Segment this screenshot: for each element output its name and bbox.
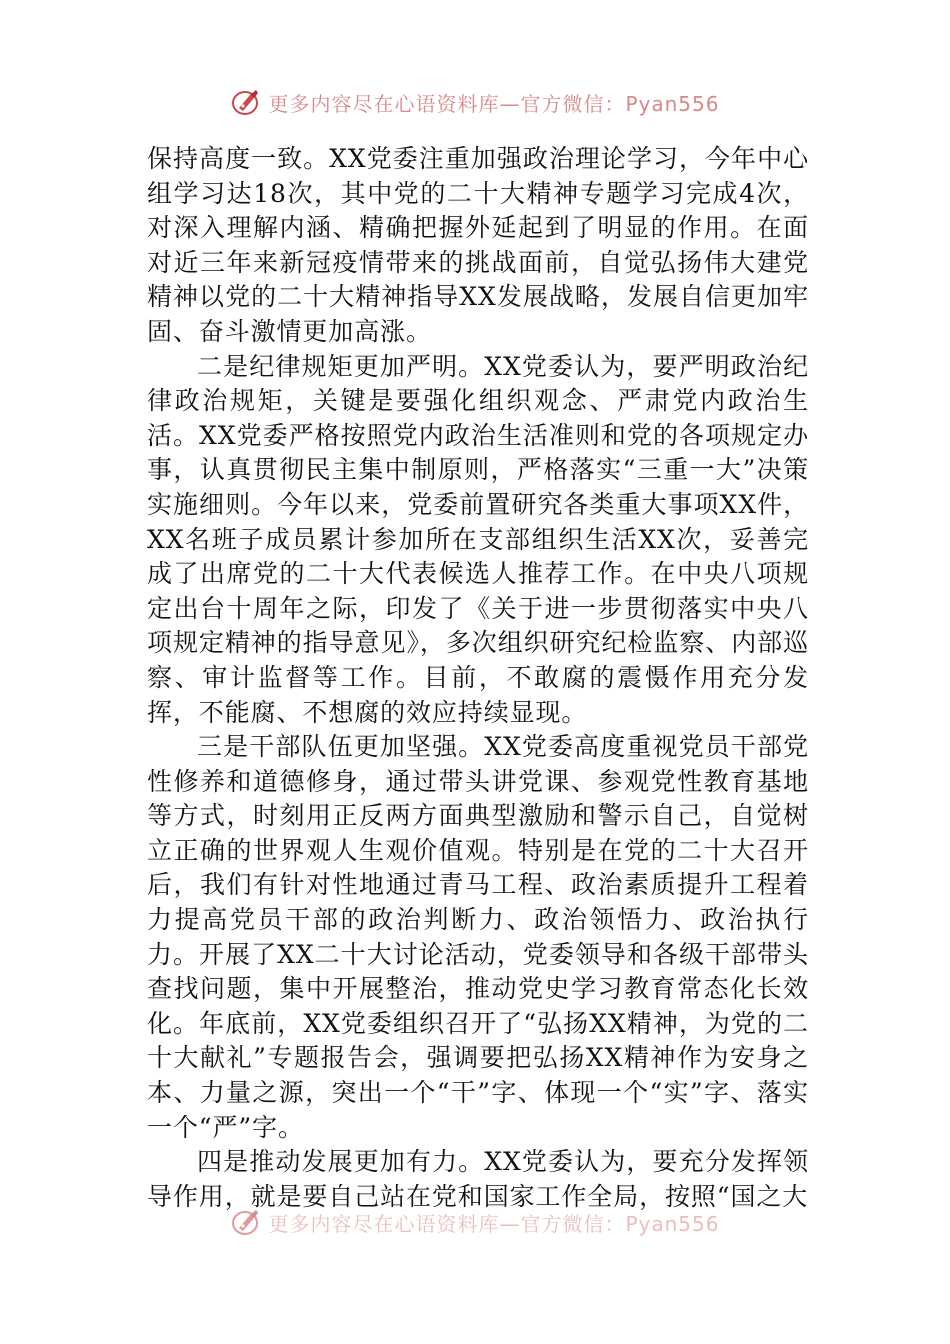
document-body xyxy=(147,142,809,1214)
paragraph-discipline: 二是纪律规矩更加严明。XX党委认为，要严明政治纪律政治规矩，关键是要强化组织观念、严肃党内政治生活。XX党委严格按照党内政治生活准则和党的各项规定办事，认真贯彻民主集中制原则，严格落实“三重一大”决策实施细则。今年以来，党委前置研究各类重大事项XX件，XX名班子成员累计参加所在支部组织生活XX次，妥善完成了出席党的二十大代表候选人推荐工作。在中央八项规定出台十周年之际，印发了《关于进一步贯彻落实中央八项规定精神的指导意见》，多次组织研究纪检监察、内部巡察、审计监督等工作。目前，不敢腐的震慑作用充分发挥，不能腐、不想腐的效应持续显现。 xyxy=(147,351,809,727)
paragraph-continuation: 保持高度一致。XX党委注重加强政治理论学习，今年中心组学习达18次，其中党的二十大精神专题学习完成4次，对深入理解内涵、精确把握外延起到了明显的作用。在面对近三年来新冠疫情带来的挑战面前，自觉弘扬伟大建党精神以党的二十大精神指导XX发展战略，发展自信更加牢固、奋斗激情更加高涨。 xyxy=(147,144,809,346)
pen-nib-logo-icon xyxy=(230,86,262,118)
footer-watermark xyxy=(0,1202,950,1242)
pen-nib-logo-icon xyxy=(230,1206,262,1238)
watermark-text: 更多内容尽在心语资料库—官方微信：Pyan556 xyxy=(268,1211,720,1236)
paragraph-cadres: 三是干部队伍更加坚强。XX党委高度重视党员干部党性修养和道德修身，通过带头讲党课、参观党性教育基地等方式，时刻用正反两方面典型激励和警示自己，自觉树立正确的世界观人生观价值观。特别是在党的二十大召开后，我们有针对性地通过青马工程、政治素质提升工程着力提高党员干部的政治判断力、政治领悟力、政治执行力。开展了XX二十大讨论活动，党委领导和各级干部带头查找问题，集中开展整治，推动党史学习教育常态化长效化。年底前，XX党委组织召开了“弘扬XX精神，为党的二十大献礼”专题报告会，强调要把弘扬XX精神作为安身之本、力量之源，突出一个“干”字、体现一个“实”字、落实一个“严”字。 xyxy=(147,732,809,1142)
paragraph-development: 四是推动发展更加有力。XX党委认为，要充分发挥领导作用，就是要自己站在党和国家工作全局，按照“国之大 xyxy=(147,1147,809,1211)
header-watermark xyxy=(0,82,950,122)
watermark-text: 更多内容尽在心语资料库—官方微信：Pyan556 xyxy=(268,91,720,116)
